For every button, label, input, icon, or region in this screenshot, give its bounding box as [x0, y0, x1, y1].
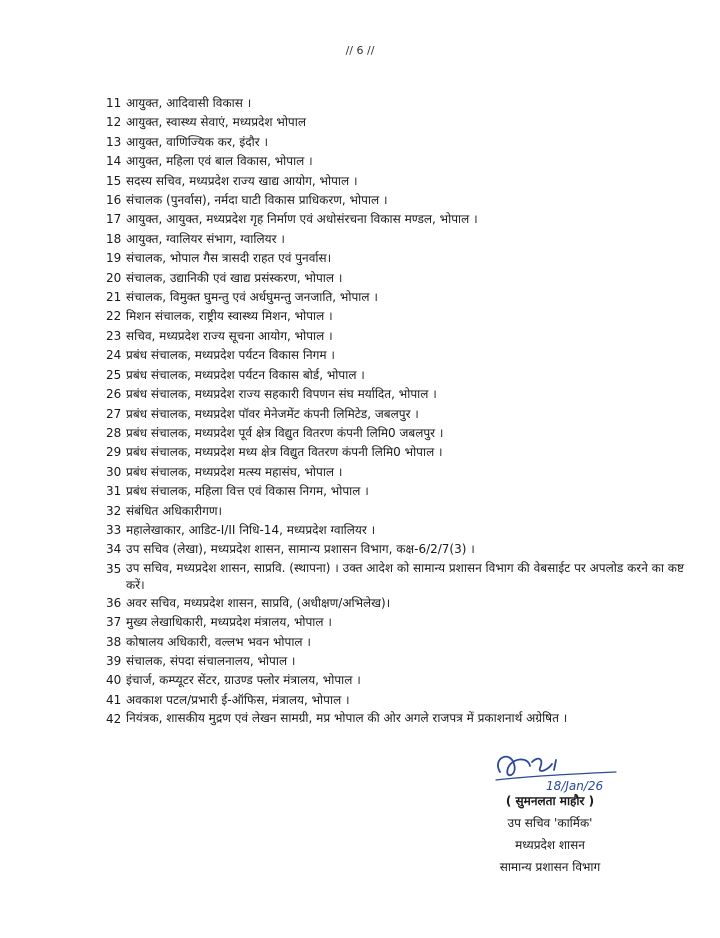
list-item-text: संचालक, भोपाल गैस त्रासदी राहत एवं पुनर्वास। — [126, 251, 332, 266]
list-item-number: 14 — [106, 154, 122, 169]
list-item-text: प्रबंध संचालक, मध्यप्रदेश पॉवर मेनेजमेंट कंपनी लिमिटेड, जबलपुर । — [126, 406, 419, 421]
list-item-text: कोषालय अधिकारी, वल्लभ भवन भोपाल । — [126, 634, 311, 649]
list-item — [106, 191, 698, 210]
list-item-text: मिशन संचालक, राष्ट्रीय स्वास्थ्य मिशन, भोपाल । — [126, 309, 333, 324]
list-item-text: मुख्य लेखाधिकारी, मध्यप्रदेश मंत्रालय, भोपाल । — [126, 615, 332, 630]
list-item-text: इंचार्ज, कम्प्यूटर सेंटर, ग्राउण्ड फ्लोर मंत्रालय, भोपाल । — [126, 673, 361, 688]
list-item-number: 29 — [106, 445, 122, 460]
list-item — [106, 366, 698, 385]
list-item — [106, 288, 698, 307]
list-item-number: 17 — [106, 212, 122, 227]
list-item — [106, 346, 698, 365]
list-item-number: 36 — [106, 595, 122, 610]
list-item-number: 39 — [106, 653, 122, 668]
list-item-number: 20 — [106, 270, 122, 285]
list-item-number: 16 — [106, 193, 122, 208]
list-item — [106, 560, 698, 594]
list-item-number: 12 — [106, 115, 122, 130]
list-item — [106, 113, 698, 132]
list-item — [106, 269, 698, 288]
list-item — [106, 94, 698, 113]
list-item-text: संचालक, विमुक्त घुमन्तु एवं अर्धघुमन्तु जनजाति, भोपाल । — [126, 290, 378, 305]
list-item-text: अवर सचिव, मध्यप्रदेश शासन, साप्रवि, (अधीक्षण/अभिलेख)। — [126, 595, 391, 610]
list-item — [106, 671, 698, 690]
list-item-text: आयुक्त, महिला एवं बाल विकास, भोपाल । — [126, 154, 313, 169]
list-item — [106, 424, 698, 443]
list-item-text: संचालक (पुनर्वास), नर्मदा घाटी विकास प्राधिकरण, भोपाल । — [126, 193, 388, 208]
list-item-text: संबंधित अधिकारीगण। — [126, 503, 223, 518]
list-item-number: 24 — [106, 348, 122, 363]
list-item-number: 34 — [106, 542, 122, 557]
list-item-number: 11 — [106, 96, 122, 110]
list-item-number: 19 — [106, 251, 122, 266]
list-item-text: सदस्य सचिव, मध्यप्रदेश राज्य खाद्य आयोग, भोपाल । — [126, 173, 358, 188]
distribution-list — [106, 94, 698, 730]
list-item-text: आयुक्त, स्वास्थ्य सेवाएं, मध्यप्रदेश भोपाल — [126, 115, 306, 130]
list-item-number: 25 — [106, 367, 122, 382]
list-item-number: 18 — [106, 231, 122, 246]
list-item — [106, 152, 698, 171]
list-item-text: प्रबंध संचालक, मध्यप्रदेश पूर्व क्षेत्र विद्युत वितरण कंपनी लिमि0 जबलपुर । — [126, 425, 444, 440]
list-item-number: 42 — [106, 712, 122, 727]
list-item — [106, 613, 698, 632]
list-item-number: 13 — [106, 134, 122, 149]
list-item-text: आयुक्त, ग्वालियर संभाग, ग्वालियर । — [126, 231, 285, 246]
list-item — [106, 385, 698, 404]
list-item — [106, 594, 698, 613]
list-item-text: सचिव, मध्यप्रदेश राज्य सूचना आयोग, भोपाल । — [126, 328, 333, 343]
list-item — [106, 482, 698, 501]
list-item-text: अवकाश पटल/प्रभारी ई-ऑफिस, मंत्रालय, भोपाल । — [126, 692, 350, 707]
signatory-name: ( सुमनलता माहौर ) — [505, 794, 595, 808]
list-item — [106, 210, 698, 229]
list-item-number: 26 — [106, 387, 122, 402]
list-item-number: 37 — [106, 615, 122, 630]
signatory-designation: उप सचिव 'कार्मिक' — [507, 816, 593, 830]
list-item — [106, 633, 698, 652]
list-item-text: प्रबंध संचालक, मध्यप्रदेश राज्य सहकारी विपणन संघ मर्यादित, भोपाल । — [126, 387, 437, 402]
list-item — [106, 230, 698, 249]
list-item-text: संचालक, उद्यानिकी एवं खाद्य प्रसंस्करण, भोपाल । — [126, 270, 343, 285]
list-item — [106, 540, 698, 559]
list-item-number: 32 — [106, 503, 122, 518]
list-item — [106, 521, 698, 540]
list-item-text: आयुक्त, आयुक्त, मध्यप्रदेश गृह निर्माण एवं अधोसंरचना विकास मण्डल, भोपाल । — [126, 212, 478, 227]
list-item-text: आयुक्त, वाणिज्यिक कर, इंदौर । — [126, 134, 269, 149]
list-item-number: 38 — [106, 634, 122, 649]
list-item-number: 22 — [106, 309, 122, 324]
list-item-number: 30 — [106, 464, 122, 479]
list-item-text: आयुक्त, आदिवासी विकास । — [126, 96, 252, 110]
list-item-text: नियंत्रक, शासकीय मुद्रण एवं लेखन सामग्री, मप्र भोपाल की ओर अगले राजपत्र में प्रकाशनार्थ अग्रेषित । — [126, 711, 568, 726]
list-item — [106, 327, 698, 346]
signatory-block — [440, 790, 660, 878]
list-item-text: उप सचिव, मध्यप्रदेश शासन, साप्रवि. (स्थापना) । उक्त आदेश को सामान्य प्रशासन विभाग की वेबसाईट पर अपलोड करने का कष्ट करें। — [126, 560, 685, 592]
list-item-text: महालेखाकार, आडिट-I/II निधि-14, मध्यप्रदेश ग्वालियर । — [126, 522, 376, 537]
list-item — [106, 691, 698, 710]
list-item — [106, 307, 698, 326]
signatory-department: सामान्य प्रशासन विभाग — [499, 860, 601, 874]
list-item-number: 31 — [106, 484, 122, 499]
list-item-text: प्रबंध संचालक, मध्यप्रदेश पर्यटन विकास बोर्ड, भोपाल । — [126, 367, 365, 382]
list-item-number: 33 — [106, 522, 122, 537]
signatory-office: मध्यप्रदेश शासन — [515, 838, 585, 852]
list-item — [106, 172, 698, 191]
list-item-text: संचालक, संपदा संचालनालय, भोपाल । — [126, 653, 296, 668]
list-item — [106, 443, 698, 462]
list-item — [106, 652, 698, 671]
list-item-number: 23 — [106, 328, 122, 343]
list-item — [106, 463, 698, 482]
list-item-text: प्रबंध संचालक, मध्यप्रदेश पर्यटन विकास निगम । — [126, 348, 335, 363]
list-item — [106, 249, 698, 268]
list-item-text: प्रबंध संचालक, मध्यप्रदेश मध्य क्षेत्र विद्युत वितरण कंपनी लिमि0 भोपाल । — [126, 445, 443, 460]
list-item — [106, 502, 698, 521]
list-item — [106, 405, 698, 424]
list-item — [106, 133, 698, 152]
list-item-text: प्रबंध संचालक, मध्यप्रदेश मत्स्य महासंघ, भोपाल । — [126, 464, 343, 479]
list-item-number: 21 — [106, 290, 122, 305]
page-number: // 6 // — [345, 44, 375, 57]
handwritten-date: 18/Jan/26 — [546, 779, 604, 793]
list-item-text: प्रबंध संचालक, महिला वित्त एवं विकास निगम, भोपाल । — [126, 484, 369, 499]
list-item-number: 41 — [106, 692, 122, 707]
list-item-number: 15 — [106, 173, 122, 188]
list-item-number: 35 — [106, 561, 122, 576]
list-item-number: 28 — [106, 425, 122, 440]
list-item-number: 40 — [106, 673, 122, 688]
list-item — [106, 710, 698, 729]
list-item-number: 27 — [106, 406, 122, 421]
list-item-text: उप सचिव (लेखा), मध्यप्रदेश शासन, सामान्य प्रशासन विभाग, कक्ष-6/2/7(3) । — [126, 542, 475, 557]
